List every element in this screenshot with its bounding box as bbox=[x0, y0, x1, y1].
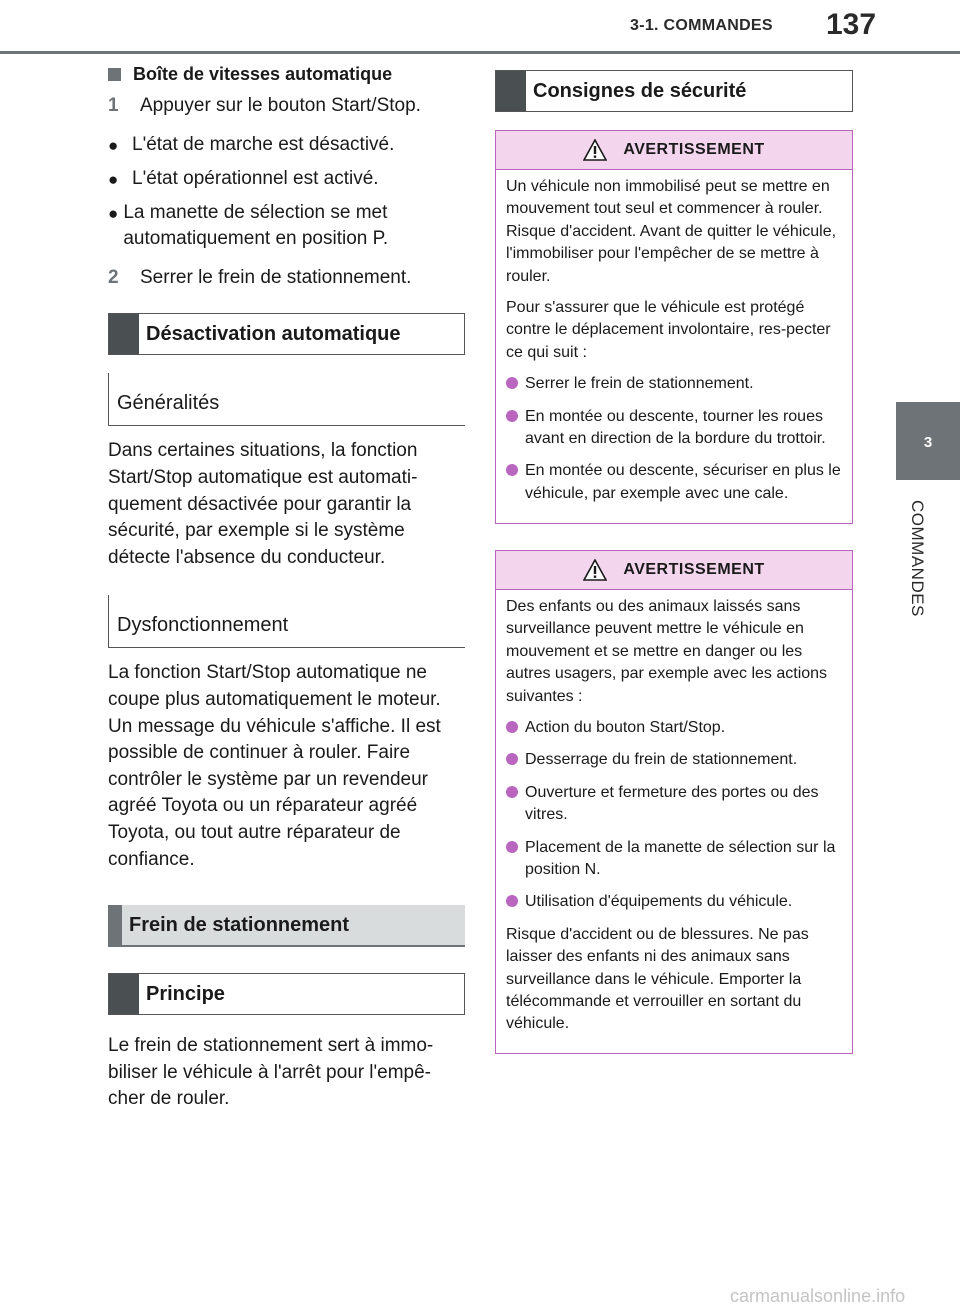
section-title: 3-1. COMMANDES bbox=[630, 17, 773, 34]
subheading-generalites: Généralités bbox=[108, 373, 465, 426]
warning-triangle-icon bbox=[583, 559, 607, 581]
heading-auto-deactivation bbox=[108, 313, 465, 355]
page-number: 137 bbox=[826, 8, 877, 41]
bullet-dot-icon bbox=[506, 895, 518, 907]
list-item-text: Ouverture et fermeture des portes ou des vitres. bbox=[525, 783, 819, 824]
list-item-text: Utilisation d'équipements du véhicule. bbox=[525, 893, 793, 911]
heading-text: Consignes de sécurité bbox=[533, 79, 747, 102]
heading-block bbox=[496, 71, 526, 111]
square-bullet-icon bbox=[108, 68, 121, 81]
warning-body bbox=[496, 170, 852, 523]
bullet-dot-icon bbox=[506, 786, 518, 798]
step-text: Appuyer sur le bouton Start/Stop. bbox=[140, 95, 421, 116]
bullet-dot-icon bbox=[506, 377, 518, 389]
heading-parking-brake bbox=[108, 905, 465, 947]
list-item-text: En montée ou descente, tourner les roues avant en direction de la bordure du trottoir. bbox=[525, 407, 826, 447]
subsection-heading bbox=[108, 64, 465, 85]
left-column bbox=[108, 64, 465, 1129]
right-column bbox=[495, 70, 853, 1080]
chapter-tab-label: COMMANDES bbox=[908, 500, 927, 617]
list-item-text: La manette de sélection se met automatiquement en position P. bbox=[123, 201, 389, 250]
warning-triangle-icon bbox=[583, 139, 607, 161]
bullet-dot-icon: ● bbox=[108, 203, 119, 223]
list-item bbox=[108, 132, 465, 159]
warning-paragraph: Un véhicule non immobilisé peut se mettre en mouvement tout seul et commencer à rouler. Risque d'accident. Avant de quitter le véhicule, l'immobiliser pour l'empêcher de se mettre à rouler. bbox=[506, 178, 837, 285]
list-item-text: Desserrage du frein de stationnement. bbox=[525, 751, 798, 769]
warning-paragraph: Pour s'assurer que le véhicule est protégé contre le déplacement involontaire, res-pecter ce qui suit : bbox=[506, 298, 831, 361]
list-item bbox=[506, 782, 842, 827]
heading-principe bbox=[108, 973, 465, 1015]
heading-block bbox=[108, 905, 122, 945]
paragraph-dysfonctionnement: La fonction Start/Stop automatique ne coupe plus automatiquement le moteur. Un message du véhicule s'affiche. Il est possible de continuer à rouler. Faire contrôler le système par un revendeur agréé Toyota ou un réparateur agréé Toyota, ou tout autre réparateur de confiance. bbox=[108, 662, 441, 870]
list-item bbox=[506, 373, 842, 395]
bullet-dot-icon bbox=[506, 464, 518, 476]
list-item-text: Action du bouton Start/Stop. bbox=[525, 719, 726, 737]
warning-box-1 bbox=[495, 130, 853, 524]
list-item bbox=[108, 200, 465, 253]
list-item bbox=[506, 460, 842, 505]
warning-header bbox=[496, 131, 852, 170]
chapter-tab-number: 3 bbox=[923, 434, 933, 451]
paragraph-principe: Le frein de stationnement sert à immo-biliser le véhicule à l'arrêt pour l'empê-cher de rouler. bbox=[108, 1035, 434, 1110]
warning-body bbox=[496, 590, 852, 1053]
heading-text: Désactivation automatique bbox=[146, 322, 401, 345]
heading-text: Frein de stationnement bbox=[129, 913, 350, 936]
bullet-dot-icon: ● bbox=[108, 169, 119, 189]
bullet-dot-icon bbox=[506, 721, 518, 733]
heading-block bbox=[109, 974, 139, 1014]
list-item bbox=[506, 891, 842, 913]
header-rule bbox=[0, 51, 960, 54]
bullet-dot-icon bbox=[506, 841, 518, 853]
subsection-title: Boîte de vitesses automatique bbox=[133, 64, 393, 84]
list-item bbox=[506, 837, 842, 882]
paragraph-generalites: Dans certaines situations, la fonction Start/Stop automatique est automati-quement désactivée pour garantir la sécurité, par exemple si le système détecte l'absence du conducteur. bbox=[108, 440, 418, 568]
warning-title: AVERTISSEMENT bbox=[623, 561, 765, 579]
bullet-dot-icon: ● bbox=[108, 135, 119, 155]
warning-paragraph: Des enfants ou des animaux laissés sans surveillance peuvent mettre le véhicule en mouvement et se mettre en danger ou les autres usagers, par exemple avec les actions suivantes : bbox=[506, 598, 828, 705]
step-number: 2 bbox=[108, 266, 119, 288]
warning-title: AVERTISSEMENT bbox=[623, 141, 765, 158]
bullet-dot-icon bbox=[506, 753, 518, 765]
heading-safety bbox=[495, 70, 853, 112]
step-2 bbox=[108, 265, 465, 292]
subheading-dysfonctionnement: Dysfonctionnement bbox=[108, 595, 465, 648]
heading-text: Principe bbox=[146, 982, 225, 1005]
step-text: Serrer le frein de stationnement. bbox=[140, 266, 412, 288]
list-item bbox=[506, 406, 842, 451]
heading-block bbox=[109, 314, 139, 354]
warning-paragraph: Risque d'accident ou de blessures. Ne pas laisser des enfants ni des animaux sans surveillance dans le véhicule. Emporter la télécommande et verrouiller en sortant du véhicule. bbox=[506, 925, 809, 1033]
bullet-list bbox=[108, 132, 465, 253]
bullet-dot-icon bbox=[506, 410, 518, 422]
warning-box-2 bbox=[495, 550, 853, 1054]
list-item bbox=[108, 166, 465, 193]
step-1 bbox=[108, 93, 465, 120]
list-item-text: Serrer le frein de stationnement. bbox=[525, 375, 754, 393]
list-item-text: En montée ou descente, sécuriser en plus le véhicule, par exemple avec une cale. bbox=[525, 462, 841, 502]
warning-header bbox=[496, 551, 852, 590]
list-item-text: L'état de marche est désactivé. bbox=[132, 133, 395, 155]
list-item-text: Placement de la manette de sélection sur la position N. bbox=[525, 838, 836, 878]
footer-watermark: carmanualsonline.info bbox=[730, 1286, 906, 1306]
list-item-text: L'état opérationnel est activé. bbox=[132, 167, 379, 189]
list-item bbox=[506, 749, 842, 771]
list-item bbox=[506, 717, 842, 739]
step-number: 1 bbox=[108, 95, 119, 116]
